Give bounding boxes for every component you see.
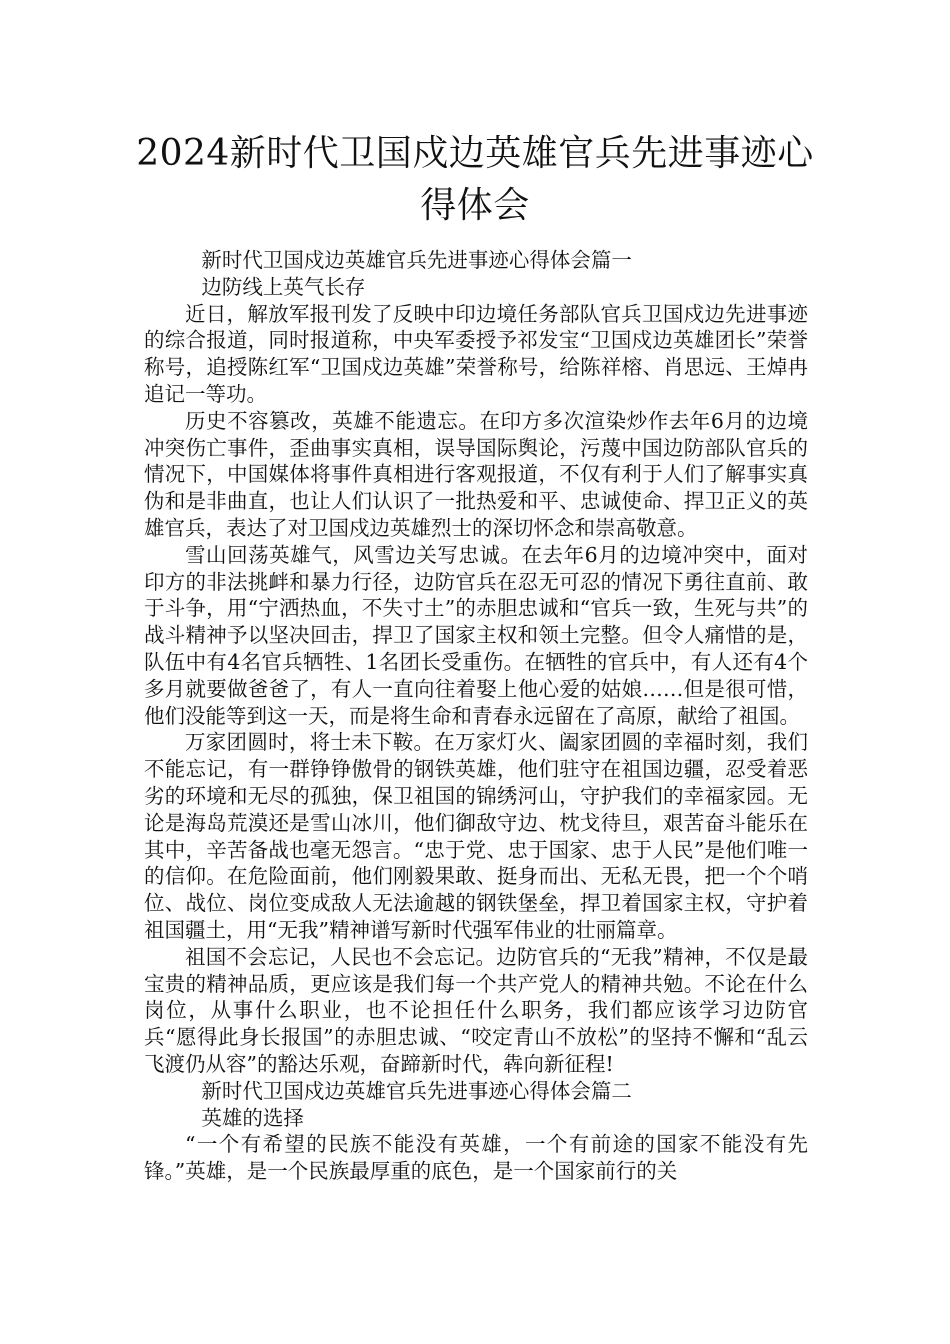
paragraph: 雪山回荡英雄气，风雪边关写忠诚。在去年6月的边境冲突中，面对印方的非法挑衅和暴力行径，边防官兵在忍无可忍的情况下勇往直前、敢于斗争，用“宁洒热血，不失寸土”的赤胆忠诚和“官兵一致，生死与共”的战斗精神予以坚决回击，捍卫了国家主权和领土完整。但令人痛惜的是，队伍中有4名官兵牺牲、1名团长受重伤。在牺牲的官兵中，有人还有4个多月就要做爸爸了，有人一直向往着娶上他心爱的姑娘……但是很可惜，他们没能等到这一天，而是将生命和青春永远留在了高原，献给了祖国。 bbox=[144, 542, 808, 728]
paragraph: 近日，解放军报刊发了反映中印边境任务部队官兵卫国戍边先进事迹的综合报道，同时报道称，中央军委授予祁发宝“卫国戍边英雄团长”荣誉称号，追授陈红军“卫国戍边英雄”荣誉称号，给陈祥榕、肖思远、王焯冉追记一等功。 bbox=[144, 301, 808, 406]
paragraph: 祖国不会忘记，人民也不会忘记。边防官兵的“无我”精神，不仅是最宝贵的精神品质，更应该是我们每一个共产党人的精神共勉。不论在什么岗位，从事什么职业，也不论担任什么职务，我们都应该学习边防官兵“愿得此身长报国”的赤胆忠诚、“咬定青山不放松”的坚持不懈和“乱云飞渡仍从容”的豁达乐观，奋蹄新时代，犇向新征程! bbox=[144, 944, 808, 1076]
section-heading-2: 新时代卫国戍边英雄官兵先进事迹心得体会篇二 bbox=[201, 1078, 632, 1103]
paragraph: “一个有希望的民族不能没有英雄，一个有前途的国家不能没有先锋。”英雄，是一个民族最厚重的底色，是一个国家前行的关 bbox=[144, 1132, 808, 1184]
paragraph: 万家团圆时，将士未下鞍。在万家灯火、阖家团圆的幸福时刻，我们不能忘记，有一群铮铮傲骨的钢铁英雄，他们驻守在祖国边疆，忍受着恶劣的环境和无尽的孤独，保卫祖国的锦绣河山，守护我们的幸福家园。无论是海岛荒漠还是雪山冰川，他们御敌守边、枕戈待旦，艰苦奋斗能乐在其中，辛苦备战也毫无怨言。“忠于党、忠于国家、忠于人民”是他们唯一的信仰。在危险面前，他们刚毅果敢、挺身而出、无私无畏，把一个个哨位、战位、岗位变成敌人无法逾越的钢铁堡垒，捍卫着国家主权，守护着祖国疆土，用“无我”精神谱写新时代强军伟业的壮丽篇章。 bbox=[144, 730, 808, 942]
document-title bbox=[120, 128, 830, 232]
document-body bbox=[144, 247, 808, 1185]
title-line-2: 得体会 bbox=[420, 185, 530, 226]
section-heading-1: 新时代卫国戍边英雄官兵先进事迹心得体会篇一 bbox=[201, 248, 632, 272]
title-line-1: 2024新时代卫国戍边英雄官兵先进事迹心 bbox=[136, 133, 814, 174]
section-subtitle-2: 英雄的选择 bbox=[201, 1105, 304, 1130]
section-subtitle-1: 边防线上英气长存 bbox=[201, 274, 366, 299]
paragraph: 历史不容篡改，英雄不能遗忘。在印方多次渲染炒作去年6月的边境冲突伤亡事件，歪曲事实真相，误导国际舆论，污蔑中国边防部队官兵的情况下，中国媒体将事件真相进行客观报道，不仅有利于人们了解事实真伪和是非曲直，也让人们认识了一批热爱和平、忠诚使命、捍卫正义的英雄官兵，表达了对卫国戍边英雄烈士的深切怀念和崇高敬意。 bbox=[144, 408, 808, 540]
